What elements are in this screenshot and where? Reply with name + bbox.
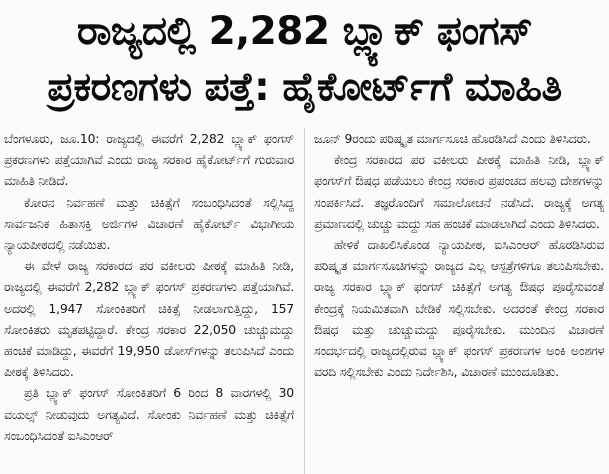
paragraph: ಈ ವೇಳೆ ರಾಜ್ಯ ಸರಕಾರದ ಪರ ವಕೀಲರು ಪೀಠಕ್ಕೆ ಮಾಹಿತಿ ನೀಡಿ, ರಾಜ್ಯದಲ್ಲಿ ಈವರೆಗೆ 2,282 ಬ್ಲ್ಯಾಕ್ ಫಂಗಸ್ ಪ್ರಕರಣಗಳು ಪತ್ತೆಯಾಗಿವೆ. ಅದರಲ್ಲಿ 1,947 ಸೋಂಕಿತರಿಗೆ ಚಿಕಿತ್ಸೆ ನೀಡಲಾಗುತ್ತಿದ್ದು, 157 ಸೋಂಕಿತರು ಮೃತಪಟ್ಟಿದ್ದಾರೆ. ಕೇಂದ್ರ ಸರಕಾರ 22,050 ಚುಚ್ಚುಮದ್ದು ಹಂಚಿಕೆ ಮಾಡಿದ್ದು, ಈವರೆಗೆ 19,950 ಡೋಸ್‌ಗಳನ್ನು ತಲುಪಿಸಿದೆ ಎಂದು ಪೀಠಕ್ಕೆ ತಿಳಿಸಿದರು. [4,258,294,380]
headline [0,0,609,128]
article-body [4,128,604,474]
column-divider [304,128,305,474]
paragraph: ಹೇಳಿಕೆ ದಾಖಲಿಸಿಕೊಂಡ ನ್ಯಾಯಪೀಠ, ಐಸಿಎಂಆರ್ ಹೊರಡಿಸಿರುವ ಪರಿಷ್ಕೃತ ಮಾರ್ಗಸೂಚಿಗಳನ್ನು ರಾಜ್ಯದ ಎಲ್ಲ ಆಸ್ಪತ್ರೆಗಳಿಗೂ ತಲುಪಿಸಬೇಕು. ರಾಜ್ಯ ಸರಕಾರ ಬ್ಲ್ಯಾಕ್ ಫಂಗಸ್ ಚಿಕಿತ್ಸೆಗೆ ಅಗತ್ಯ ಔಷಧ ಪೂರೈಸುವಂತೆ ಕೇಂದ್ರಕ್ಕೆ ನಿಯಮಿತವಾಗಿ ಬೇಡಿಕೆ ಸಲ್ಲಿಸಬೇಕು. ಅದರಂತೆ ಕೇಂದ್ರ ಸರಕಾರ ಔಷಧ ಮತ್ತು ಚುಚ್ಚುಮದ್ದು ಪೂರೈಸಬೇಕು. ಮುಂದಿನ ವಿಚಾರಣೆ ಸಂದರ್ಭದಲ್ಲಿ ರಾಜ್ಯದಲ್ಲಿರುವ ಬ್ಲ್ಯಾಕ್ ಫಂಗಸ್ ಪ್ರಕರಣಗಳ ಅಂಕಿ ಅಂಶಗಳ ವರದಿ ಸಲ್ಲಿಸಬೇಕು ಎಂದು ನಿರ್ದೇಶಿಸಿ, ವಿಚಾರಣೆ ಮುಂದೂಡಿತು. [314,237,604,380]
article-right-column [314,128,604,474]
headline-line-1: ರಾಜ್ಯದಲ್ಲಿ 2,282 ಬ್ಲ್ಯಾಕ್ ಫಂಗಸ್ [76,9,533,54]
paragraph: ಪ್ರತಿ ಬ್ಲ್ಯಾಕ್ ಫಂಗಸ್ ಸೋಂಕಿತರಿಗೆ 6 ರಿಂದ 8 ವಾರಗಳಲ್ಲಿ 30 ವಯಲ್ಸ್ ನೀಡುವುದು ಅಗತ್ಯವಿದೆ. ಸೋಂಕು ನಿರ್ವಹಣೆ ಮತ್ತು ಚಿಕಿತ್ಸೆಗೆ ಸಂಬಂಧಿಸಿದಂತೆ ಐಸಿಎಂಆರ್ [4,385,294,443]
paragraph: ಕೋರನ ನಿರ್ವಹಣೆ ಮತ್ತು ಚಿಕಿತ್ಸೆಗೆ ಸಂಬಂಧಿಸಿದಂತೆ ಸಲ್ಲಿಸಿದ್ದ ಸಾರ್ವಜನಿಕ ಹಿತಾಸಕ್ತಿ ಅರ್ಜಿಗಳ ವಿಚಾರಣೆ ಹೈಕೋರ್ಟ್ ವಿಭಾಗೀಯ ನ್ಯಾಯಪೀಠದಲ್ಲಿ ನಡೆಯಿತು. [4,194,294,253]
paragraph: ಕೇಂದ್ರ ಸರಕಾರದ ಪರ ವಕೀಲರು ಪೀಠಕ್ಕೆ ಮಾಹಿತಿ ನೀಡಿ, ಬ್ಲ್ಯಾಕ್ ಫಂಗಸ್‌ಗೆ ಔಷಧ ಪಡೆಯಲು ಕೇಂದ್ರ ಸರಕಾರ ಪ್ರಪಂಚದ ಹಲವು ದೇಶಗಳನ್ನು ಸಂಪರ್ಕಿಸಿದೆ. ತಜ್ಞರೊಂದಿಗೆ ಸಮಾಲೋಚನೆ ನಡೆಸಿದೆ. ರಾಜ್ಯಕ್ಕೆ ಅಗತ್ಯ ಪ್ರಮಾಣದಲ್ಲಿ ಚುಚ್ಚು ಮದ್ದು ಸಹ ಹಂಚಿಕೆ ಮಾಡಲಾಗಿದೆ ಎಂದು ತಿಳಿಸಿದರು. [314,152,604,231]
paragraph: ಬೆಂಗಳೂರು, ಜೂ.10: ರಾಜ್ಯದಲ್ಲಿ ಈವರೆಗೆ 2,282 ಬ್ಲ್ಯಾಕ್ ಫಂಗಸ್ ಪ್ರಕರಣಗಳು ಪತ್ತೆಯಾಗಿವೆ ಎಂದು ರಾಜ್ಯ ಸರಕಾರ ಹೈಕೋರ್ಟ್‌ಗೆ ಗುರುವಾರ ಮಾಹಿತಿ ನೀಡಿದೆ. [4,131,294,189]
article-left-column [4,128,294,474]
paragraph: ಜೂನ್ 9ರಂದು ಪರಿಷ್ಕೃತ ಮಾರ್ಗಸೂಚಿ ಹೊರಡಿಸಿದೆ ಎಂದು ತಿಳಿಸಿದರು. [314,131,591,146]
headline-line-2: ಪ್ರಕರಣಗಳು ಪತ್ತೆ: ಹೈಕೋರ್ಟ್‌ಗೆ ಮಾಹಿತಿ [47,65,562,110]
